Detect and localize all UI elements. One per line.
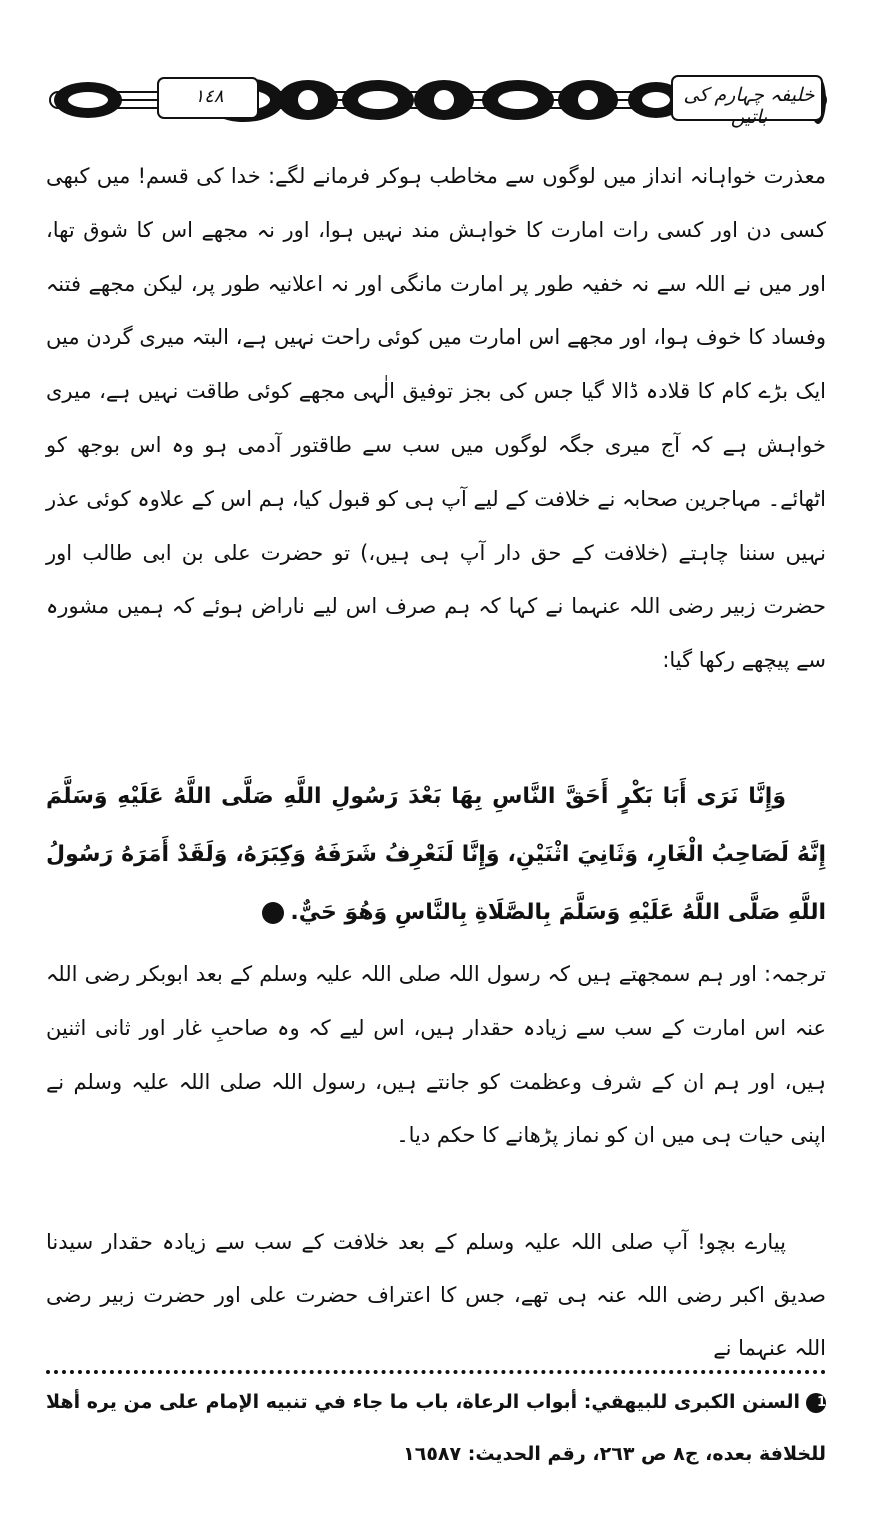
page-header	[48, 72, 828, 128]
page-number: ١٤٨	[194, 86, 224, 107]
closing-paragraph: پیارے بچو! آپ صلی اللہ علیہ وسلم کے بعد خلافت کے سب سے زیادہ حقدار سیدنا صدیق اکبر رضی اللہ عنہ ہی تھے، جس کا اعتراف حضرت علی اور حضرت زبیر رضی اللہ عنہما نے	[46, 1230, 826, 1360]
translation-paragraph: ترجمہ: اور ہم سمجھتے ہیں کہ رسول اللہ صلی اللہ علیہ وسلم کے بعد ابوبکر رضی اللہ عنہ اس امارت کے سب سے زیادہ حقدار ہیں، اس لیے کہ وہ صاحبِ غار اور ثانی اثنین ہیں، اور ہم ان کے شرف وعظمت کو جانتے ہیں، رسول اللہ صلی اللہ علیہ وسلم نے اپنی حیات ہی میں ان کو نماز پڑھانے کا حکم دیا۔	[46, 962, 826, 1148]
footnote-reference[interactable]: 1	[262, 902, 284, 924]
footnote-text: السنن الكبرى للبيهقي: أبواب الرعاة، باب ما جاء في تنبيه الإمام على من يره أهلا للخلافة بعده، ج٨ ص ٢٦٣، رقم الحديث: ١٦٥٨٧	[46, 1391, 826, 1465]
book-title: خلیفہ چہارم کی باتیں	[683, 84, 815, 128]
arabic-quote	[46, 768, 826, 942]
arabic-quote-text: وَإِنَّا نَرَى أَبَا بَكْرٍ أَحَقَّ النَّاسِ بِهَا بَعْدَ رَسُولِ اللَّهِ صَلَّى اللَّهُ عَلَيْهِ وَسَلَّمَ إِنَّهُ لَصَاحِبُ الْغَارِ، وَثَانِيَ اثْنَيْنِ، وَإِنَّا لَنَعْرِفُ شَرَفَهُ وَكِبَرَهُ، وَلَقَدْ أَمَرَهُ رَسُولُ اللَّهِ صَلَّى اللَّهُ عَلَيْهِ وَسَلَّمَ بِالصَّلَاةِ بِالنَّاسِ وَهُوَ حَيٌّ.	[46, 784, 826, 925]
footnote-marker: 1	[806, 1393, 826, 1413]
main-paragraph: معذرت خواہانہ انداز میں لوگوں سے مخاطب ہوکر فرمانے لگے: خدا کی قسم! میں کبھی کسی دن اور کسی رات امارت کا خواہش مند نہیں ہوا، اور نہ مجھے اس کا شوق تھا، اور میں نے اللہ سے نہ خفیہ طور پر امارت مانگی اور نہ اعلانیہ طور پر، لیکن مجھے فتنہ وفساد کا خوف ہوا، اور مجھے اس امارت میں کوئی راحت نہیں ہے، البتہ میری گردن میں ایک بڑے کام کا قلادہ ڈالا گیا جس کی بجز توفیق الٰہی مجھے کوئی طاقت نہیں ہے، میری خواہش ہے کہ آج میری جگہ لوگوں میں سب سے طاقتور آدمی ہو وہ اس بوجھ کو اٹھائے۔ مہاجرین صحابہ نے خلافت کے لیے آپ ہی کو قبول کیا، ہم اس کے علاوہ کوئی عذر نہیں سننا چاہتے (خلافت کے حق دار آپ ہی ہیں،) تو حضرت علی بن ابی طالب اور حضرت زبیر رضی اللہ عنہما نے کہا کہ ہم صرف اس لیے ناراض ہوئے کہ ہمیں مشورہ سے پیچھے رکھا گیا:	[46, 164, 826, 673]
footnote	[46, 1376, 826, 1480]
footnote-divider	[46, 1370, 826, 1374]
